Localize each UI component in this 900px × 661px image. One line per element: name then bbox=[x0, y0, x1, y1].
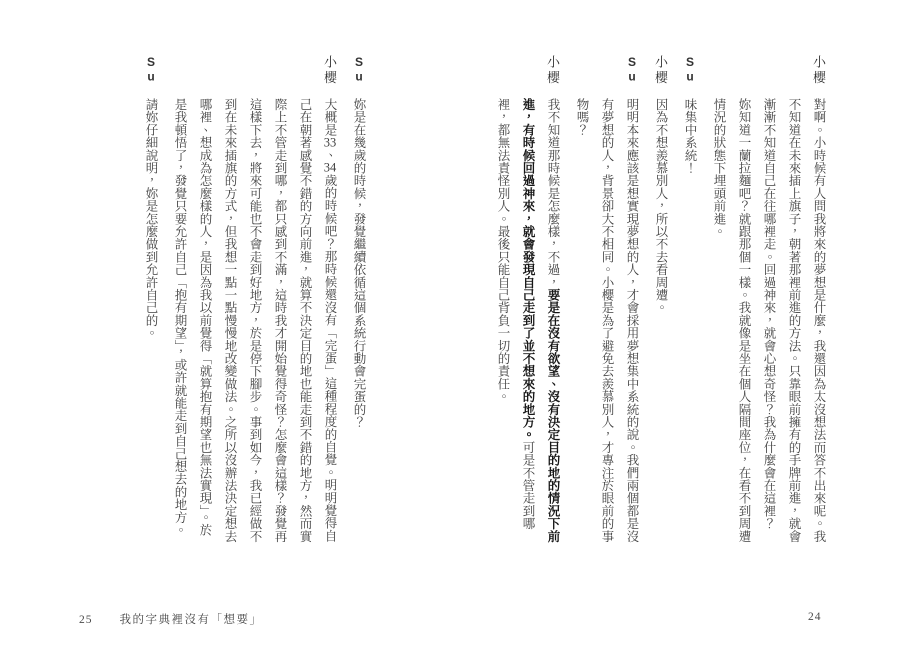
dialog-left-page bbox=[138, 55, 371, 544]
speaker-label: 小櫻 bbox=[653, 55, 668, 86]
speech-paragraph bbox=[756, 98, 831, 544]
speaker-label: Su bbox=[683, 55, 697, 84]
horizontal-in-vertical-number: 34 bbox=[323, 161, 337, 174]
dialog-turn bbox=[648, 55, 673, 544]
body-text: 對啊。小時候有人問我將來的夢想是什麼，我還因為太沒想法而答不出來呢。我不知道在未來插上旗子，朝著那裡前進的方法。只靠眼前擁有的手牌前進，就會漸漸不知道自己在往哪裡走。回過神來，就會心想奇怪？我為什麼會在這裡？ bbox=[762, 98, 826, 543]
body-text: 我不知道那時候是怎麼樣，不過， bbox=[546, 98, 560, 289]
speech-paragraph bbox=[677, 98, 702, 544]
body-text: 因為不想羨慕別人，所以不去看周遭。 bbox=[654, 98, 668, 314]
body-text: 味集中系統！ bbox=[683, 98, 697, 175]
body-text: 明明本來應該是想實現夢想的人，才會採用夢想集中系統的說。我們兩個都是沒有夢想的人，背景卻大不相同。小櫻是為了避免去羨慕別人，才專注於眼前的事物嗎？ bbox=[575, 98, 639, 543]
running-title: 我的字典裡沒有「想要」 bbox=[119, 614, 263, 626]
speech-paragraph bbox=[167, 98, 342, 544]
dialog-turn bbox=[490, 55, 565, 544]
speaker-label: 小櫻 bbox=[545, 55, 560, 86]
dialog-right-page bbox=[490, 55, 831, 544]
body-text: 妳知道一蘭拉麵吧？就跟那個一樣。我就像是坐在個人隔間座位，在看不到周遭情況的狀態下埋頭前進。 bbox=[712, 98, 751, 543]
page-number: 24 bbox=[808, 611, 822, 623]
dialog-turn bbox=[167, 55, 342, 544]
dialog-turn bbox=[706, 55, 831, 544]
speaker-label: Su bbox=[352, 55, 366, 84]
speaker-label: Su bbox=[625, 55, 639, 84]
horizontal-in-vertical-number: 33 bbox=[323, 136, 337, 149]
body-text: 大概是33、34歲的時候吧？那時候還沒有「完蛋」這種程度的自覺。明明覺得自己在朝著感覺不錯的方向前進，就算不決定目的地也能走到不錯的地方，然而實際上不管走到哪，都只感到不滿，這時我才開始覺得奇怪？怎麼會這樣？發覺再這樣下去，將來可能也不會走到好地方，於是停下腳步。事到如今，我已經做不到在未來插旗的方式，但我想一點一點慢慢地改變做法。之所以沒辦法決定想去哪裡、想成為怎麼樣的人，是因為我以前覺得「就算抱有期望也無法實現」。於是我頓悟了，發覺只要允許自己「抱有期望」，或許就能走到自己想去的地方。 bbox=[173, 98, 337, 543]
speaker-label: Su bbox=[144, 55, 158, 84]
dialog-turn bbox=[138, 55, 163, 544]
page-footer-left bbox=[79, 611, 263, 627]
speech-paragraph bbox=[569, 98, 644, 544]
speech-paragraph bbox=[490, 98, 565, 544]
dialog-turn bbox=[677, 55, 702, 544]
dialog-turn bbox=[569, 55, 644, 544]
speaker-label: 小櫻 bbox=[322, 55, 337, 86]
body-text: 可是不管走到哪裡，都無法責怪別人。最後只能自己背負一切的責任。 bbox=[496, 98, 535, 530]
speech-paragraph bbox=[138, 98, 163, 544]
speech-paragraph bbox=[346, 98, 371, 544]
page-footer-right bbox=[808, 611, 822, 623]
body-text: 請妳仔細說明，妳是怎麼做到允許自己的。 bbox=[144, 98, 158, 340]
page-number: 25 bbox=[79, 614, 93, 626]
emphasized-text: 要是在沒有欲望、沒有決定目的地的情況下前進，有時候回過神來，就會發現自己走到了並不想來的地方。 bbox=[521, 98, 560, 543]
speech-paragraph bbox=[706, 98, 756, 544]
speech-paragraph bbox=[648, 98, 673, 544]
dialog-turn bbox=[346, 55, 371, 544]
speaker-label: 小櫻 bbox=[811, 55, 826, 86]
body-text: 妳是在幾歲的時候，發覺繼續依循這個系統行動會完蛋的？ bbox=[352, 98, 366, 429]
